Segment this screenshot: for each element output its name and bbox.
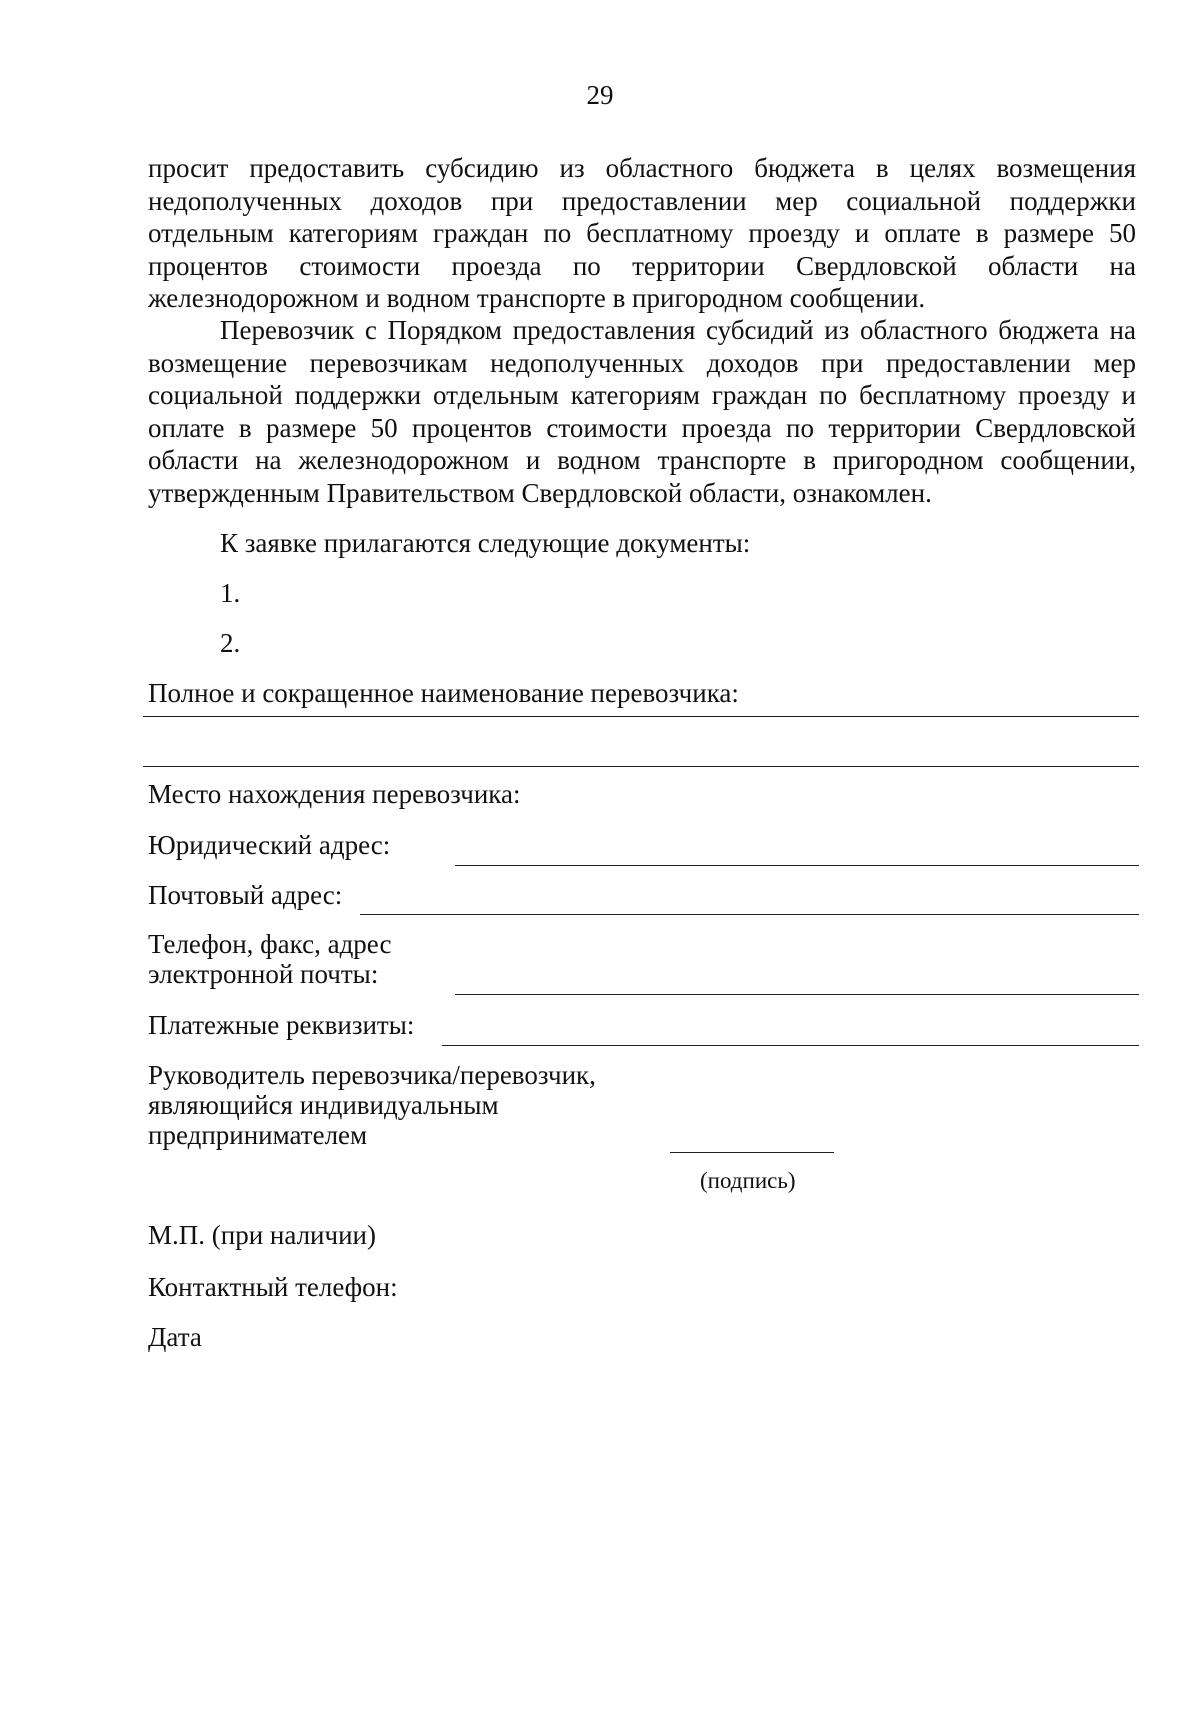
signature-line bbox=[670, 1152, 834, 1153]
legal-address-line bbox=[455, 865, 1139, 866]
legal-address-label: Юридический адрес: bbox=[148, 830, 391, 860]
contact-phone-label: Контактный телефон: bbox=[148, 1272, 398, 1302]
payment-details-line bbox=[442, 1045, 1139, 1046]
carrier-name-label: Полное и сокращенное наименование перевозчика: bbox=[148, 678, 739, 708]
signature-caption: (подпись) bbox=[700, 1168, 796, 1193]
acknowledgement-paragraph: Перевозчик с Порядком предоставления субсидий из областного бюджета на возмещение перевозчикам недополученных доходов при предоставлении мер социальной поддержки отдельным категориям граждан по бесплатному проезду и оплате в размере 50 процентов стоимости проезда по территории Свердловской области на железнодорожном и водном транспорте в пригородном сообщении, утвержденным Правительством Свердловской области, ознакомлен. bbox=[148, 315, 1136, 508]
attachment-item-2: 2. bbox=[220, 628, 241, 658]
carrier-name-line-1 bbox=[143, 716, 1139, 717]
request-paragraph: просит предоставить субсидию из областного бюджета в целях возмещения недополученных доходов при предоставлении мер социальной поддержки отдельным категориям граждан по бесплатному проезду и оплате в размере 50 процентов стоимости проезда по территории Свердловской области на железнодорожном и водном транспорте в пригородном сообщении. bbox=[148, 153, 1136, 313]
contacts-line bbox=[455, 994, 1139, 995]
seal-label: М.П. (при наличии) bbox=[148, 1220, 376, 1250]
contacts-label-line-2: электронной почты: bbox=[148, 959, 379, 989]
attachments-heading: К заявке прилагаются следующие документы: bbox=[220, 528, 751, 558]
head-label-line-2: являющийся индивидуальным bbox=[148, 1090, 499, 1120]
carrier-name-line-2 bbox=[143, 766, 1139, 767]
date-label: Дата bbox=[148, 1322, 202, 1352]
contacts-label-line-1: Телефон, факс, адрес bbox=[148, 929, 392, 959]
postal-address-label: Почтовый адрес: bbox=[148, 880, 343, 910]
payment-details-label: Платежные реквизиты: bbox=[148, 1010, 415, 1040]
location-label: Место нахождения перевозчика: bbox=[148, 779, 521, 809]
postal-address-line bbox=[360, 914, 1139, 915]
head-label-line-3: предпринимателем bbox=[148, 1120, 368, 1150]
head-label-line-1: Руководитель перевозчика/перевозчик, bbox=[148, 1060, 596, 1090]
page-number: 29 bbox=[586, 80, 614, 110]
attachment-item-1: 1. bbox=[220, 578, 241, 608]
